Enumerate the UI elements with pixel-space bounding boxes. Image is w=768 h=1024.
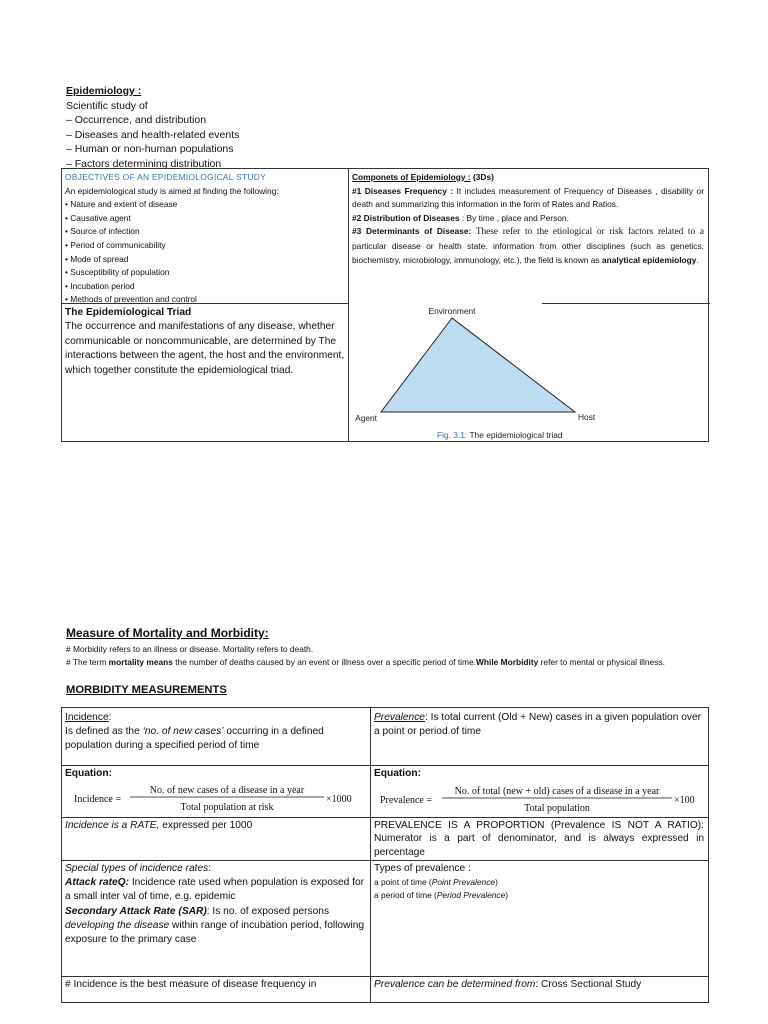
objective-item: • Period of communicability	[65, 239, 166, 250]
prevalence-eq-numerator: No. of total (new + old) cases of a disease in a year	[454, 786, 660, 797]
special-colon: :	[208, 863, 212, 874]
d3-serif-text: These refer to the etiological or risk factors related to a	[471, 227, 704, 238]
type-text: a period of time (	[374, 890, 437, 901]
special-incidence-cell	[65, 862, 365, 947]
environment-label: Environment	[428, 306, 476, 316]
triad-caption	[437, 430, 563, 440]
objectives-heading: OBJECTIVES OF AN EPIDEMIOLOGICAL STUDY	[65, 172, 266, 182]
row-divider	[62, 765, 708, 766]
incidence-definition-cell	[65, 711, 365, 754]
morbidity-table	[61, 707, 709, 1003]
prevalence-label: Prevalence	[374, 712, 425, 723]
d3-text: particular disease or health state. information from other disciplines (such as genetics, biochemistry, microbiology, immunology, etc.), the field is known as	[352, 240, 704, 265]
prevalence-proportion-cell: PREVALENCE IS A PROPORTION (Prevalence IS NOT A RATIO): Numerator is a part of denominator, and is always expressed in percentage	[374, 820, 704, 858]
attack-rate-text: Incidence rate used when population is exposed for a small inter val of time, e.g. epidemic	[65, 877, 365, 903]
mortality-line: # Morbidity refers to an illness or disease. Mortality refers to death.	[66, 644, 314, 654]
objective-item: • Source of infection	[65, 226, 140, 237]
objective-item: • Nature and extent of disease	[65, 199, 178, 210]
type-italic: Point Prevalence	[431, 877, 496, 888]
d1-label: #1 Diseases Frequency :	[352, 185, 454, 196]
row-divider	[62, 976, 708, 977]
incidence-rate-text: expressed per 1000	[159, 820, 253, 831]
d2-label: #2 Distribution of Diseases	[352, 212, 460, 223]
types-head: Types of prevalence :	[374, 863, 471, 874]
row-divider	[62, 817, 708, 818]
mortality-notes	[66, 643, 706, 668]
attack-rate-label: Attack rateQ:	[65, 877, 129, 889]
row-divider	[62, 860, 708, 861]
column-divider	[370, 708, 371, 1002]
incidence-def: occurring in a defined population during a specified period of time	[65, 726, 324, 752]
caption-text: The epidemiological triad	[467, 430, 563, 440]
morbidity-heading: MORBIDITY MEASUREMENTS	[66, 684, 227, 696]
triad-figure	[349, 305, 709, 441]
objectives-intro: An epidemiological study is aimed at finding the following:	[65, 185, 279, 196]
type-text: a point of time (	[374, 877, 432, 888]
sar-text: : Is no. of exposed persons	[206, 905, 330, 917]
objective-item: • Methods of prevention and control	[65, 294, 197, 305]
incidence-colon: :	[108, 712, 112, 723]
line2-bold: While Morbidity	[475, 656, 539, 667]
objective-item: • Causative agent	[65, 212, 131, 223]
prevalence-determination-cell	[374, 978, 704, 992]
type-italic: Period Prevalence	[436, 890, 506, 901]
prevalence-eq-denominator: Total population	[524, 803, 590, 814]
intro-title: Epidemiology :	[66, 85, 142, 97]
component-d2	[352, 212, 704, 226]
special-head: Special types of incidence rates	[65, 863, 209, 874]
sar-label: Secondary Attack Rate (SAR)	[65, 905, 207, 917]
incidence-rate-italic: Incidence is a RATE,	[65, 820, 160, 831]
prevalence-type	[374, 876, 704, 889]
prevalence-types-cell	[374, 862, 704, 902]
component-d3	[352, 225, 704, 267]
triad-diagram	[349, 305, 709, 441]
incidence-def-italic: ‘no. of new cases’	[142, 726, 224, 738]
prevalence-definition-cell	[374, 711, 704, 739]
prevalence-equation-label: Equation:	[374, 768, 421, 779]
d3-label: #3 Determinants of Disease:	[352, 226, 472, 237]
line2-part: the number of deaths caused by an event or illness over a specific period of time.	[172, 656, 476, 667]
d3-bold: analytical epidemiology	[599, 254, 697, 265]
prev-det-italic: Prevalence can be determined from	[374, 979, 536, 990]
prevalence-type	[374, 889, 704, 902]
objective-item: • Incubation period	[65, 280, 135, 291]
prevalence-equation	[376, 782, 706, 816]
intro-line: – Human or non-human populations	[66, 143, 234, 155]
prevalence-def: : Is total current (Old + New) cases in a given population over a point or period of time	[374, 712, 702, 738]
line2-bold: mortality means	[108, 656, 173, 667]
incidence-eq-multiplier: ×1000	[326, 794, 352, 805]
sar-text-italic: developing the disease	[65, 919, 170, 931]
prevalence-eq-name: Prevalence =	[380, 795, 433, 806]
incidence-equation	[70, 782, 366, 816]
best-measure-cell: # Incidence is the best measure of disease frequency in	[65, 979, 317, 990]
triad-text: The occurrence and manifestations of any disease, whether communicable or noncommunicable, are determined by The interactions between the agent, the host and the environment, which together constitute the epidemiological triad.	[65, 321, 345, 376]
prev-det-text: : Cross Sectional Study	[535, 979, 642, 990]
intro-line: – Occurrence, and distribution	[66, 114, 207, 126]
components-cell	[352, 171, 704, 267]
row-divider	[542, 303, 710, 304]
d1-text: It includes measurement of Frequency of Diseases , disability or death and summarizing this information in the form of Rates and Ratios.	[352, 185, 704, 210]
intro-line: – Factors determining distribution	[66, 157, 222, 170]
components-heading-text: Componets of Epidemiology :	[352, 172, 471, 182]
d3-end: .	[696, 254, 699, 265]
objectives-cell	[65, 171, 347, 307]
incidence-def: Is defined as the	[65, 726, 143, 738]
mortality-line	[66, 656, 706, 669]
triad-heading: The Epidemiological Triad	[65, 307, 192, 318]
incidence-eq-denominator: Total population at risk	[180, 802, 274, 813]
triad-cell	[65, 306, 345, 378]
d2-text: : By time , place and Person.	[459, 212, 569, 223]
incidence-rate-cell	[65, 819, 365, 833]
incidence-label: Incidence	[65, 712, 109, 723]
sar-text: within range of incubation period, following exposure to the primary case	[65, 919, 365, 946]
incidence-eq-name: Incidence =	[74, 794, 122, 805]
incidence-eq-numerator: No. of new cases of a disease in a year	[149, 785, 305, 796]
component-d1	[352, 185, 704, 212]
agent-label: Agent	[355, 413, 377, 423]
objective-item: • Susceptibility of population	[65, 267, 170, 278]
intro-line: – Diseases and health-related events	[66, 128, 240, 141]
caption-number: Fig. 3.1:	[437, 430, 468, 440]
type-text: )	[495, 877, 498, 888]
prevalence-eq-multiplier: ×100	[674, 795, 695, 806]
components-heading	[352, 171, 704, 185]
epidemiology-table	[61, 168, 709, 442]
intro-section	[66, 84, 466, 171]
line2-part: # The term	[66, 656, 109, 667]
intro-line: Scientific study of	[66, 99, 148, 112]
mortality-title: Measure of Mortality and Morbidity:	[66, 626, 269, 640]
type-text: )	[505, 890, 509, 901]
components-heading-tag: (3Ds)	[472, 172, 494, 182]
host-label: Host	[578, 412, 596, 422]
incidence-equation-label: Equation:	[65, 768, 112, 779]
triad-triangle	[381, 318, 575, 412]
objective-item: • Mode of spread	[65, 253, 129, 264]
line2-part: refer to mental or physical illness.	[538, 656, 665, 667]
